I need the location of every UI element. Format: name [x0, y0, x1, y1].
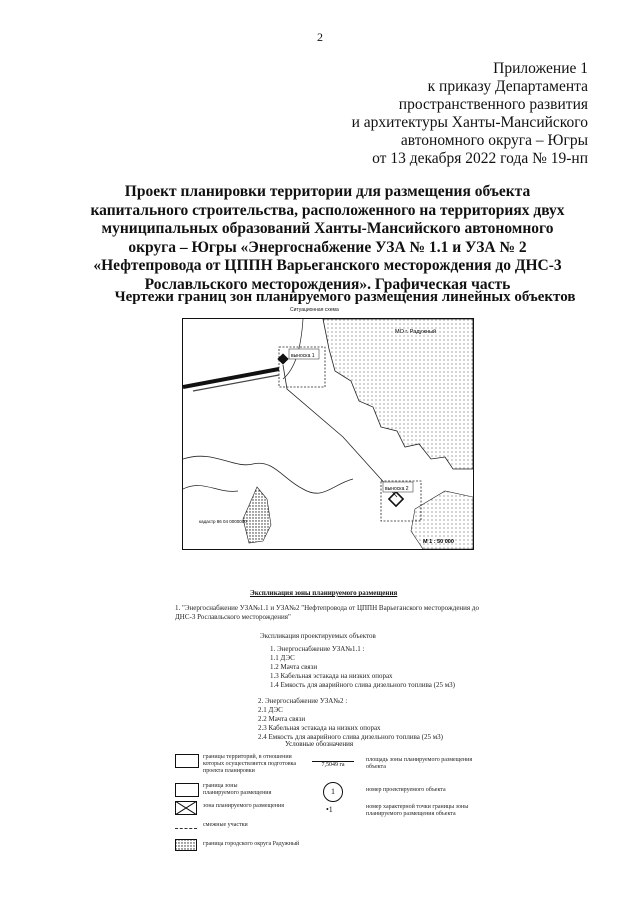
- map-caption: Ситуационная схема: [290, 307, 339, 313]
- document-title: Проект планировки территории для размещения объекта капитального строительства, расположенного на территориях двух муниципальных образований Ханты-Мансийского автономного округа – Югры «Энергоснабжение УЗА № 1.1 и УЗА № 2 «Нефтепровода от ЦППН Варьеганского месторождения до ДНС-3 Рославльского месторождения». Графическая часть: [90, 183, 565, 293]
- list-item: 2. Энергоснабжение УЗА№2 :: [258, 697, 348, 705]
- document-subtitle: Чертежи границ зон планируемого размещения линейных объектов: [114, 289, 576, 305]
- appendix-line: Приложение 1: [493, 60, 588, 77]
- node2-marker: [389, 492, 403, 506]
- appendix-line: к приказу Департамента: [427, 78, 588, 95]
- list-item: 1.2 Мачта связи: [270, 663, 318, 671]
- zone-cross-icon: [175, 801, 197, 815]
- explication-item-1: [175, 604, 495, 622]
- legend-symbol-zone: [175, 801, 197, 815]
- list-item: 2.4 Емкость для аварийного слива дизельного топлива (25 м3): [258, 733, 444, 741]
- river-line: [183, 486, 238, 492]
- page-number: 2: [317, 30, 323, 44]
- dotted-area-left: [243, 487, 271, 543]
- legend-text: номер проектируемого объекта: [366, 787, 446, 793]
- legend-symbol-area: 7,5049 га: [312, 755, 354, 768]
- list-item: 2.3 Кабельная эстакада на низких опорах: [258, 724, 381, 732]
- objects-group-1: [270, 645, 455, 690]
- situational-map: [182, 318, 474, 550]
- item1-text: "Энергоснабжение УЗА№1.1 и УЗА№2 "Нефтепровода от ЦППН Варьеганского месторождения до ДНС-3 Рославльского месторождения": [175, 604, 479, 621]
- legend-text: площадь зоны планируемого размещения объекта: [366, 757, 473, 770]
- river-line: [183, 456, 353, 493]
- map-scale: М 1 : 50 000: [423, 539, 454, 545]
- legend-text: границы территорий, в отношении которых осуществляется подготовка проекта планировки: [203, 754, 297, 774]
- map-drawing: [183, 319, 473, 549]
- item1-number: 1.: [175, 604, 181, 612]
- appendix-line: автономного округа – Югры: [400, 132, 588, 149]
- legend-symbol-zone-boundary: [175, 783, 199, 797]
- legend-symbol-adjacent: [175, 822, 197, 829]
- legend-title: Условные обозначения: [285, 740, 354, 748]
- legend-text: зона планируемого размещения: [203, 803, 284, 809]
- node1-label: выноска 1: [291, 353, 315, 359]
- town-label: МО г. Радужный: [395, 329, 437, 335]
- list-item: 1.3 Кабельная эстакада на низких опорах: [270, 672, 393, 680]
- appendix-block: [352, 60, 588, 168]
- objects-list-heading: Экспликация проектируемых объектов: [260, 632, 376, 640]
- list-item: 2.2 Мачта связи: [258, 715, 306, 723]
- legend-symbol-project-boundary: [175, 754, 199, 768]
- legend-text: номер характерной точки границы зоны планируемого размещения объекта: [366, 804, 469, 817]
- legend-text: смежные участки: [203, 822, 248, 828]
- appendix-line: и архитектуры Ханты-Мансийского: [351, 114, 588, 131]
- town-area: [323, 319, 473, 469]
- list-item: 2.1 ДЭС: [258, 706, 283, 714]
- legend-text: граница зоны планируемого размещения: [203, 783, 272, 796]
- node1-marker: [277, 353, 288, 364]
- legend-text: граница городского округа Радужный: [203, 841, 300, 847]
- legend-symbol-city-boundary: [175, 838, 197, 850]
- appendix-line: от 13 декабря 2022 года № 19-нп: [372, 150, 588, 167]
- objects-group-2: [258, 697, 443, 742]
- list-item: 1. Энергоснабжение УЗА№1.1 :: [270, 645, 365, 653]
- district-label: кадастр 86 04 0000000: [199, 519, 247, 524]
- node2-label: выноска 2: [385, 486, 409, 492]
- list-item: 1.4 Емкость для аварийного слива дизельного топлива (25 м3): [270, 681, 456, 689]
- list-item: 1.1 ДЭС: [270, 654, 295, 662]
- legend-symbol-point: •1: [326, 805, 333, 814]
- explication-title: Экспликация зоны планируемого размещения: [250, 589, 398, 597]
- appendix-line: пространственного развития: [398, 96, 588, 113]
- legend-symbol-object-number: 1: [323, 782, 343, 802]
- dotted-fill-icon: [175, 839, 197, 851]
